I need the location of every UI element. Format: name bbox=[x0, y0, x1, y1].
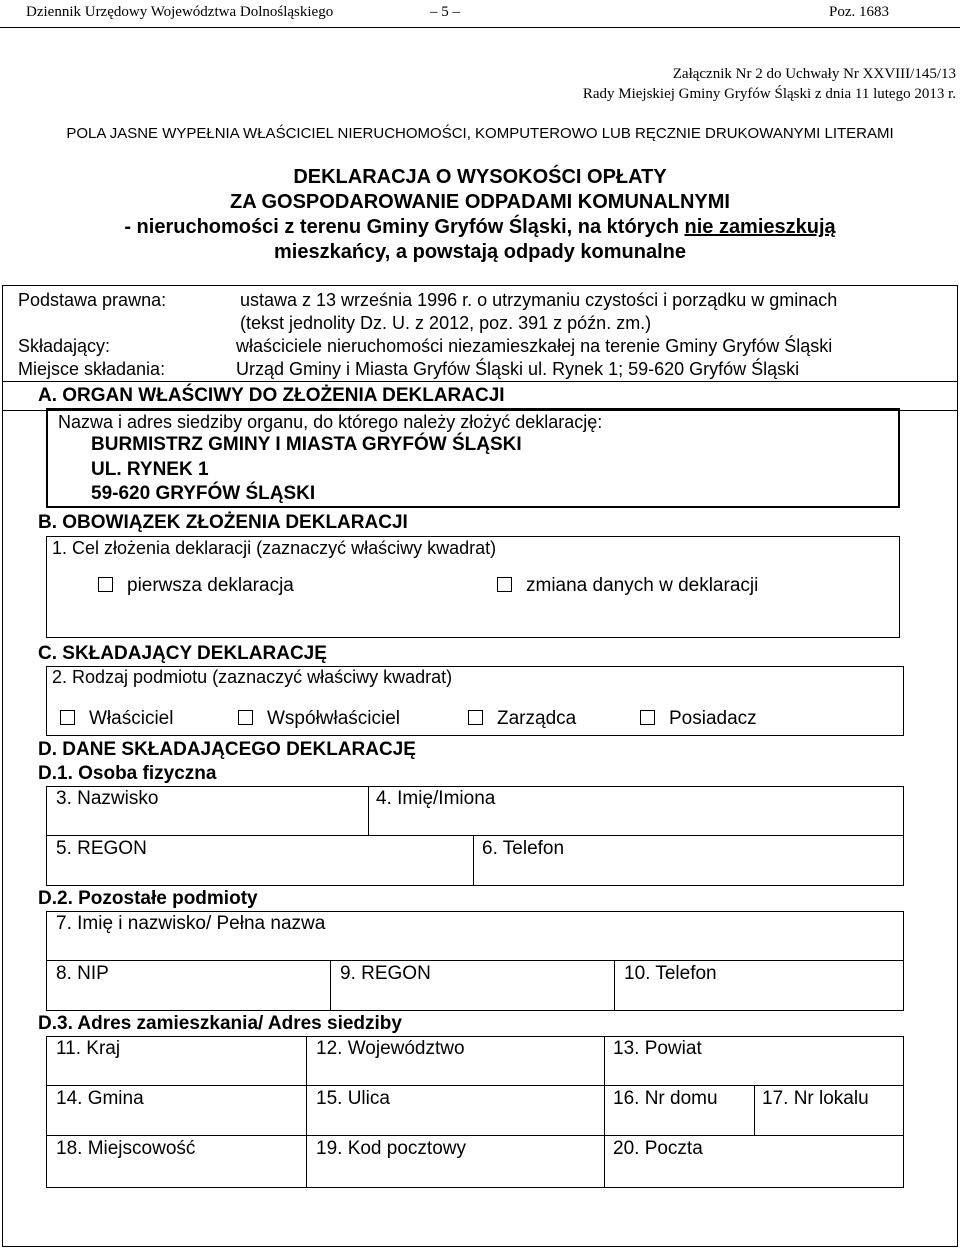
field-full-name[interactable]: 7. Imię i nazwisko/ Pełna nazwa bbox=[56, 913, 326, 934]
address-grid-row-2 bbox=[46, 1135, 904, 1136]
checkbox-owner[interactable] bbox=[60, 710, 75, 725]
section-b-heading: B. OBOWIĄZEK ZŁOŻENIA DEKLARACJI bbox=[38, 512, 408, 533]
entity-grid-divider bbox=[46, 960, 904, 961]
field-phone-entity[interactable]: 10. Telefon bbox=[624, 963, 717, 984]
first-declaration-label: pierwsza deklaracja bbox=[127, 575, 294, 596]
title-line-3-text: - nieruchomości z terenu Gminy Gryfów Śląski, na których bbox=[124, 216, 685, 238]
legal-basis-label: Podstawa prawna: bbox=[18, 290, 167, 310]
section-d3-heading: D.3. Adres zamieszkania/ Adres siedziby bbox=[38, 1013, 402, 1034]
legal-basis-value-1: ustawa z 13 września 1996 r. o utrzymaniu czystości i porządku w gminach bbox=[240, 290, 838, 310]
section-a-heading: A. ORGAN WŁAŚCIWY DO ZŁOŻENIA DEKLARACJI bbox=[38, 385, 505, 406]
data-change-label: zmiana danych w deklaracji bbox=[526, 575, 759, 596]
entity-grid-col-1 bbox=[330, 960, 331, 1011]
authority-name: BURMISTRZ GMINY I MIASTA GRYFÓW ŚLĄSKI bbox=[91, 434, 522, 455]
field-apartment-number[interactable]: 17. Nr lokalu bbox=[762, 1088, 869, 1109]
field-postal-code[interactable]: 19. Kod pocztowy bbox=[316, 1138, 466, 1159]
submitter-label: Składający: bbox=[18, 336, 111, 356]
field-phone-person[interactable]: 6. Telefon bbox=[482, 838, 565, 859]
person-grid-divider bbox=[46, 835, 904, 836]
declaration-title-line-2: ZA GOSPODAROWANIE ODPADAMI KOMUNALNYMI bbox=[230, 191, 730, 213]
address-grid-col-3 bbox=[754, 1085, 755, 1135]
section-d2-heading: D.2. Pozostałe podmioty bbox=[38, 888, 258, 909]
field-house-number[interactable]: 16. Nr domu bbox=[613, 1088, 718, 1109]
checkbox-data-change[interactable] bbox=[497, 577, 512, 592]
field-voivodeship[interactable]: 12. Województwo bbox=[316, 1038, 465, 1059]
option-data-change[interactable] bbox=[497, 575, 758, 597]
address-grid-row-1 bbox=[46, 1085, 904, 1086]
section-d1-heading: D.1. Osoba fizyczna bbox=[38, 763, 217, 784]
address-grid-col-2 bbox=[604, 1036, 605, 1188]
manager-label: Zarządca bbox=[497, 708, 577, 729]
field-country[interactable]: 11. Kraj bbox=[56, 1038, 121, 1059]
annex-line-1: Załącznik Nr 2 do Uchwały Nr XXVIII/145/13 bbox=[672, 66, 956, 82]
header-rule bbox=[0, 27, 960, 28]
checkbox-co-owner[interactable] bbox=[238, 710, 253, 725]
option-owner[interactable] bbox=[60, 708, 173, 730]
declaration-title-line-1: DEKLARACJA O WYSOKOŚCI OPŁATY bbox=[293, 166, 667, 188]
option-co-owner[interactable] bbox=[238, 708, 400, 730]
authority-label: Nazwa i adres siedziby organu, do którego należy złożyć deklarację: bbox=[58, 412, 603, 432]
option-manager[interactable] bbox=[468, 708, 576, 730]
entity-grid-col-2 bbox=[614, 960, 615, 1011]
field-street[interactable]: 15. Ulica bbox=[316, 1088, 390, 1109]
field-commune[interactable]: 14. Gmina bbox=[56, 1088, 144, 1109]
field-regon-entity[interactable]: 9. REGON bbox=[340, 963, 431, 984]
title-underlined-text: nie zamieszkują bbox=[684, 216, 836, 238]
address-grid-col-1 bbox=[306, 1036, 307, 1188]
checkbox-first-declaration[interactable] bbox=[98, 577, 113, 592]
field-post-office[interactable]: 20. Poczta bbox=[613, 1138, 703, 1159]
owner-label: Właściciel bbox=[89, 708, 174, 729]
address-grid bbox=[46, 1036, 904, 1188]
field-locality[interactable]: 18. Miejscowość bbox=[56, 1138, 196, 1159]
field-nip[interactable]: 8. NIP bbox=[56, 963, 109, 984]
authority-city: 59-620 GRYFÓW ŚLĄSKI bbox=[91, 483, 316, 504]
position-number: Poz. 1683 bbox=[829, 4, 889, 20]
field-surname[interactable]: 3. Nazwisko bbox=[56, 788, 159, 809]
checkbox-holder[interactable] bbox=[640, 710, 655, 725]
purpose-question: 1. Cel złożenia deklaracji (zaznaczyć właściwy kwadrat) bbox=[52, 538, 497, 558]
person-grid-col-1 bbox=[368, 786, 369, 835]
option-first-declaration[interactable] bbox=[98, 575, 294, 597]
submission-place-value: Urząd Gminy i Miasta Gryfów Śląski ul. Rynek 1; 59-620 Gryfów Śląski bbox=[236, 359, 800, 379]
co-owner-label: Współwłaściciel bbox=[267, 708, 401, 729]
page-number: – 5 – bbox=[430, 4, 460, 20]
declaration-title-line-3 bbox=[0, 216, 960, 239]
field-regon-person[interactable]: 5. REGON bbox=[56, 838, 147, 859]
field-first-names[interactable]: 4. Imię/Imiona bbox=[376, 788, 496, 809]
submitter-value: właściciele nieruchomości niezamieszkałej na terenie Gminy Gryfów Śląski bbox=[236, 336, 833, 356]
submission-place-label: Miejsce składania: bbox=[18, 359, 166, 379]
journal-title: Dziennik Urzędowy Województwa Dolnośląskiego bbox=[26, 4, 334, 20]
authority-street: UL. RYNEK 1 bbox=[91, 459, 209, 480]
field-county[interactable]: 13. Powiat bbox=[613, 1038, 702, 1059]
annex-line-2: Rady Miejskiej Gminy Gryfów Śląski z dnia 11 lutego 2013 r. bbox=[582, 86, 956, 102]
section-d-heading: D. DANE SKŁADAJĄCEGO DEKLARACJĘ bbox=[38, 739, 416, 760]
declaration-title-line-4: mieszkańcy, a powstają odpady komunalne bbox=[274, 241, 686, 263]
section-c-heading: C. SKŁADAJĄCY DEKLARACJĘ bbox=[38, 643, 327, 664]
person-grid-col-2 bbox=[473, 835, 474, 886]
holder-label: Posiadacz bbox=[669, 708, 757, 729]
checkbox-manager[interactable] bbox=[468, 710, 483, 725]
legal-basis-value-2: (tekst jednolity Dz. U. z 2012, poz. 391 z późn. zm.) bbox=[240, 313, 652, 333]
fill-instruction: POLA JASNE WYPEŁNIA WŁAŚCICIEL NIERUCHOMOŚCI, KOMPUTEROWO LUB RĘCZNIE DRUKOWANYMI LITERAMI bbox=[66, 125, 894, 142]
option-holder[interactable] bbox=[640, 708, 757, 730]
entity-type-question: 2. Rodzaj podmiotu (zaznaczyć właściwy kwadrat) bbox=[52, 667, 453, 687]
